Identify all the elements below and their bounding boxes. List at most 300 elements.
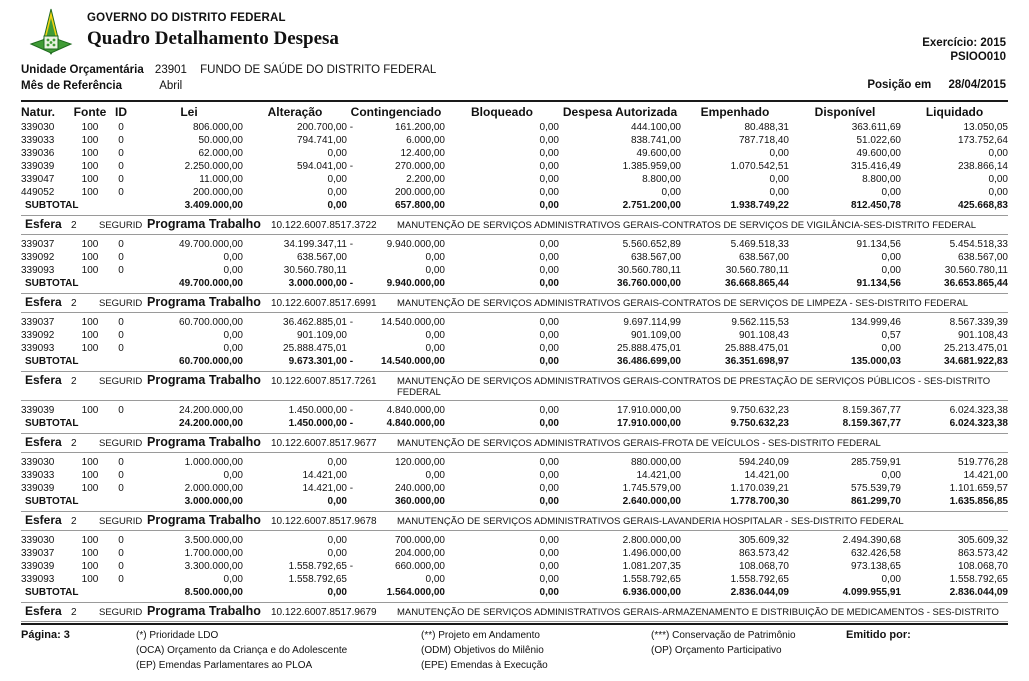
amount-value: 638.567,00 [738, 252, 789, 263]
esfera-label: Esfera [25, 217, 62, 231]
programa-code: 10.122.6007.8517.6991 [270, 298, 377, 309]
segurid-label: SEGURID [99, 220, 143, 231]
amount-value: 0,00 [223, 470, 243, 481]
amount-value: 0,00 [881, 470, 901, 481]
esfera-band [21, 511, 1008, 531]
natur-value: 339036 [21, 148, 55, 159]
amount-value: 0,00 [539, 548, 559, 559]
amount-value: 0,00 [327, 548, 347, 559]
amount-value: 0,00 [223, 574, 243, 585]
amount-value: 238.866,14 [957, 161, 1008, 172]
col-lei: Lei [180, 105, 198, 119]
amount-value: 0,57 [881, 330, 901, 341]
fonte-value: 100 [81, 317, 99, 328]
amount-value: 0,00 [539, 535, 559, 546]
amount-value: 0,00 [539, 330, 559, 341]
id-value: 0 [118, 135, 124, 146]
subtotal-value: 425.668,83 [957, 200, 1008, 211]
report-info [922, 36, 1006, 64]
amount-value: 0,00 [988, 148, 1008, 159]
natur-value: 449052 [21, 187, 55, 198]
amount-value: 1.101.659,57 [949, 483, 1008, 494]
amount-value: 0,00 [539, 161, 559, 172]
amount-value: 14.421,00 [302, 470, 347, 481]
amount-value: 14.540.000,00 [381, 317, 445, 328]
subtotal-label: SUBTOTAL [25, 418, 79, 429]
amount-value: 51.022,60 [856, 135, 901, 146]
amount-value: 14.421,00 [636, 470, 681, 481]
amount-value: 49.600,00 [636, 148, 681, 159]
id-value: 0 [118, 161, 124, 172]
amount-value: 1.385.959,00 [622, 161, 681, 172]
amount-value: 0,00 [539, 483, 559, 494]
col-bloqueado: Bloqueado [471, 105, 533, 119]
esfera-row [21, 430, 1008, 456]
table-row [21, 573, 1008, 586]
amount-value: 50.000,00 [198, 135, 243, 146]
mes-row [21, 78, 1008, 94]
subtotal-row [21, 417, 1008, 430]
subtotal-value: 0,00 [327, 587, 347, 598]
programa-code: 10.122.6007.8517.9678 [270, 516, 377, 527]
amount-value: 0,00 [425, 574, 445, 585]
amount-value: 0,00 [539, 561, 559, 572]
amount-value: 0,00 [539, 135, 559, 146]
amount-value: 0,00 [425, 330, 445, 341]
table-row [21, 342, 1008, 355]
subtotal-value: 0,00 [539, 418, 559, 429]
amount-value: 880.000,00 [630, 457, 681, 468]
subtotal-value: 135.000,03 [850, 356, 901, 367]
amount-value: 108.068,70 [738, 561, 789, 572]
subtotal-value: 36.486.699,00 [617, 356, 681, 367]
subtotal-value: 657.800,00 [394, 200, 445, 211]
amount-value: 2.250.000,00 [184, 161, 243, 172]
subtotal-value: 60.700.000,00 [179, 356, 243, 367]
amount-value: 1.558.792,65 [288, 574, 347, 585]
amount-value: 0,00 [539, 317, 559, 328]
subtotal-value: 9.940.000,00 [386, 278, 445, 289]
amount-value: 11.000,00 [199, 174, 243, 185]
gdf-crest-icon [29, 8, 73, 60]
programa-code: 10.122.6007.8517.7261 [270, 376, 377, 387]
subtotal-label: SUBTOTAL [25, 278, 79, 289]
fonte-value: 100 [81, 405, 99, 416]
amount-value: 594.240,09 [738, 457, 789, 468]
header-divider [21, 100, 1008, 102]
report-meta [21, 62, 1008, 98]
subtotal-value: 36.668.865,44 [725, 278, 789, 289]
exercicio-value: Exercício: 2015 [922, 37, 1006, 49]
amount-value: 8.800,00 [862, 174, 901, 185]
amount-value: 200.000,00 [192, 187, 243, 198]
subtotal-value: 861.299,70 [850, 496, 901, 507]
report-table-body [21, 121, 1008, 625]
page-number [21, 628, 136, 673]
report-footer [21, 621, 1008, 673]
amount-value: 3.500.000,00 [184, 535, 243, 546]
amount-value: 973.138,65 [850, 561, 901, 572]
amount-value: 638.567,00 [630, 252, 681, 263]
amount-value: 638.567,00 [957, 252, 1008, 263]
expense-table [21, 103, 1008, 625]
subtotal-value: 0,00 [539, 200, 559, 211]
subtotal-value: 3.000.000,00 [184, 496, 243, 507]
amount-value: 270.000,00 [394, 161, 445, 172]
amount-value: 1.450.000,00 - [288, 405, 354, 416]
subtotal-value: 36.760.000,00 [617, 278, 681, 289]
fonte-value: 100 [81, 239, 99, 250]
natur-value: 339037 [21, 548, 55, 559]
subtotal-label: SUBTOTAL [25, 496, 79, 507]
amount-value: 901.108,43 [738, 330, 789, 341]
natur-value: 339030 [21, 122, 55, 133]
amount-value: 91.134,56 [856, 239, 901, 250]
amount-value: 1.000.000,00 [184, 457, 243, 468]
id-value: 0 [118, 252, 124, 263]
amount-value: 700.000,00 [394, 535, 445, 546]
unidade-code: 23901 [154, 64, 187, 76]
subtotal-value: 6.024.323,38 [949, 418, 1008, 429]
amount-value: 34.199.347,11 - [283, 239, 354, 250]
amount-value: 173.752,64 [957, 135, 1008, 146]
programa-trabalho-label: Programa Trabalho [147, 217, 261, 231]
amount-value: 120.000,00 [394, 457, 445, 468]
amount-value: 0,00 [539, 574, 559, 585]
amount-value: 0,00 [327, 457, 347, 468]
amount-value: 14.421,00 - [302, 483, 354, 494]
mes-label: Mês de Referência [21, 80, 122, 92]
subtotal-row [21, 495, 1008, 508]
esfera-value: 2 [71, 376, 77, 387]
esfera-row [21, 212, 1008, 238]
col-id: ID [115, 105, 127, 119]
natur-value: 339092 [21, 252, 55, 263]
subtotal-value: 36.351.698,97 [725, 356, 789, 367]
subtotal-value: 2.640.000,00 [622, 496, 681, 507]
amount-value: 1.081.207,35 [622, 561, 681, 572]
fonte-value: 100 [81, 135, 99, 146]
amount-value: 5.560.652,89 [622, 239, 681, 250]
esfera-band [21, 293, 1008, 313]
amount-value: 108.068,70 [957, 561, 1008, 572]
esfera-label: Esfera [25, 295, 62, 309]
id-value: 0 [118, 457, 124, 468]
natur-value: 339037 [21, 239, 55, 250]
amount-value: 5.454.518,33 [949, 239, 1008, 250]
legend-item: (OCA) Orçamento da Criança e do Adolescente [136, 645, 348, 656]
esfera-label: Esfera [25, 513, 62, 527]
programa-code: 10.122.6007.8517.9677 [270, 438, 377, 449]
legend-column-1 [136, 628, 421, 673]
fonte-value: 100 [81, 174, 99, 185]
amount-value: 1.558.792,65 [949, 574, 1008, 585]
amount-value: 9.750.632,23 [730, 405, 789, 416]
subtotal-value: 0,00 [539, 496, 559, 507]
natur-value: 339093 [21, 574, 55, 585]
subtotal-label: SUBTOTAL [25, 356, 79, 367]
unidade-row [21, 62, 1008, 78]
subtotal-value: 812.450,78 [850, 200, 901, 211]
table-row [21, 456, 1008, 469]
subtotal-value: 0,00 [327, 496, 347, 507]
amount-value: 2.494.390,68 [842, 535, 901, 546]
amount-value: 0,00 [539, 265, 559, 276]
amount-value: 0,00 [425, 265, 445, 276]
amount-value: 838.741,00 [630, 135, 681, 146]
subtotal-value: 6.936.000,00 [622, 587, 681, 598]
amount-value: 0,00 [539, 457, 559, 468]
unidade-label: Unidade Orçamentária [21, 64, 144, 76]
fonte-value: 100 [81, 343, 99, 354]
esfera-cell [21, 368, 1008, 404]
amount-value: 0,00 [539, 470, 559, 481]
programa-trabalho-label: Programa Trabalho [147, 604, 261, 618]
amount-value: 594.041,00 - [296, 161, 354, 172]
subtotal-value: 360.000,00 [394, 496, 445, 507]
amount-value: 9.562.115,53 [731, 317, 789, 328]
id-value: 0 [118, 561, 124, 572]
amount-value: 62.000,00 [198, 148, 243, 159]
col-disponivel: Disponível [814, 105, 876, 119]
amount-value: 80.488,31 [744, 122, 789, 133]
amount-value: 0,00 [425, 470, 445, 481]
legend-column-2 [421, 628, 651, 673]
amount-value: 0,00 [539, 148, 559, 159]
amount-value: 575.539,79 [850, 483, 901, 494]
amount-value: 1.700.000,00 [184, 548, 243, 559]
amount-value: 2.000.000,00 [184, 483, 243, 494]
amount-value: 0,00 [327, 187, 347, 198]
table-row [21, 173, 1008, 186]
id-value: 0 [118, 265, 124, 276]
subtotal-value: 0,00 [539, 356, 559, 367]
amount-value: 0,00 [769, 174, 789, 185]
subtotal-value: 0,00 [539, 587, 559, 598]
amount-value: 49.600,00 [856, 148, 901, 159]
col-fonte: Fonte [73, 105, 107, 119]
amount-value: 0,00 [881, 187, 901, 198]
programa-code: 10.122.6007.8517.3722 [270, 220, 377, 231]
fonte-value: 100 [81, 561, 99, 572]
subtotal-value: 2.836.044,09 [949, 587, 1008, 598]
subtotal-row [21, 277, 1008, 290]
esfera-value: 2 [71, 298, 77, 309]
posicao-value: 28/04/2015 [948, 79, 1006, 91]
amount-value: 0,00 [539, 239, 559, 250]
subtotal-row [21, 355, 1008, 368]
subtotal-value: 1.778.700,30 [730, 496, 789, 507]
amount-value: 315.416,49 [850, 161, 901, 172]
subtotal-value: 4.840.000,00 [386, 418, 445, 429]
natur-value: 339039 [21, 483, 55, 494]
id-value: 0 [118, 548, 124, 559]
table-row [21, 121, 1008, 134]
subtotal-value: 2.751.200,00 [622, 200, 681, 211]
amount-value: 0,00 [881, 574, 901, 585]
id-value: 0 [118, 148, 124, 159]
programa-trabalho-label: Programa Trabalho [147, 295, 261, 309]
report-title: Quadro Detalhamento Despesa [87, 28, 339, 49]
natur-value: 339039 [21, 561, 55, 572]
amount-value: 638.567,00 [296, 252, 347, 263]
amount-value: 1.558.792,65 [622, 574, 681, 585]
segurid-label: SEGURID [99, 438, 143, 449]
table-row [21, 534, 1008, 547]
legend-column-3 [651, 628, 846, 673]
amount-value: 0,00 [539, 187, 559, 198]
col-natur: Natur. [21, 105, 56, 119]
amount-value: 632.426,58 [850, 548, 901, 559]
amount-value: 2.800.000,00 [622, 535, 681, 546]
amount-value: 0,00 [223, 330, 243, 341]
amount-value: 0,00 [881, 252, 901, 263]
subtotal-value: 91.134,56 [856, 278, 901, 289]
amount-value: 285.759,91 [850, 457, 901, 468]
amount-value: 25.888.475,01 [617, 343, 681, 354]
id-value: 0 [118, 174, 124, 185]
amount-value: 0,00 [327, 148, 347, 159]
amount-value: 0,00 [539, 174, 559, 185]
amount-value: 30.560.780,11 [944, 265, 1008, 276]
esfera-band [21, 215, 1008, 235]
fonte-value: 100 [81, 330, 99, 341]
id-value: 0 [118, 239, 124, 250]
subtotal-value: 4.099.955,91 [842, 587, 901, 598]
natur-value: 339047 [21, 174, 55, 185]
subtotal-value: 36.653.865,44 [944, 278, 1008, 289]
amount-value: 9.697.114,99 [623, 317, 681, 328]
footer-divider [21, 623, 1008, 625]
id-value: 0 [118, 470, 124, 481]
amount-value: 0,00 [881, 265, 901, 276]
id-value: 0 [118, 330, 124, 341]
footer-legend [21, 628, 1008, 673]
fonte-value: 100 [81, 161, 99, 172]
amount-value: 204.000,00 [394, 548, 445, 559]
esfera-label: Esfera [25, 373, 62, 387]
amount-value: 660.000,00 [394, 561, 445, 572]
subtotal-value: 3.409.000,00 [184, 200, 243, 211]
id-value: 0 [118, 122, 124, 133]
table-row [21, 547, 1008, 560]
esfera-cell [21, 290, 1008, 316]
subtotal-value: 9.750.632,23 [730, 418, 789, 429]
table-row [21, 251, 1008, 264]
amount-value: 0,00 [223, 252, 243, 263]
table-row [21, 469, 1008, 482]
subtotal-row [21, 199, 1008, 212]
id-value: 0 [118, 535, 124, 546]
subtotal-value: 2.836.044,09 [730, 587, 789, 598]
amount-value: 25.213.475,01 [944, 343, 1008, 354]
fonte-value: 100 [81, 122, 99, 133]
amount-value: 0,00 [881, 343, 901, 354]
amount-value: 1.558.792,65 - [288, 561, 354, 572]
posicao-label: Posição em [867, 79, 932, 91]
natur-value: 339092 [21, 330, 55, 341]
amount-value: 1.558.792,65 [730, 574, 789, 585]
natur-value: 339030 [21, 535, 55, 546]
amount-value: 1.745.579,00 [622, 483, 681, 494]
esfera-value: 2 [71, 438, 77, 449]
amount-value: 24.200.000,00 [179, 405, 243, 416]
segurid-label: SEGURID [99, 516, 143, 527]
amount-value: 240.000,00 [394, 483, 445, 494]
amount-value: 134.999,46 [850, 317, 901, 328]
amount-value: 863.573,42 [738, 548, 789, 559]
amount-value: 36.462.885,01 - [283, 317, 354, 328]
esfera-value: 2 [71, 220, 77, 231]
emitido-por-label: Emitido por: [846, 629, 911, 641]
subtotal-value: 1.938.749,22 [730, 200, 789, 211]
programa-descricao: MANUTENÇÃO DE SERVIÇOS ADMINISTRATIVOS GERAIS-CONTRATOS DE SERVIÇOS DE LIMPEZA - SES-DISTRITO FEDERAL [396, 298, 969, 309]
segurid-label: SEGURID [99, 376, 143, 387]
amount-value: 161.200,00 [394, 122, 445, 133]
legend-item: (EP) Emendas Parlamentares ao PLOA [136, 660, 313, 671]
id-value: 0 [118, 343, 124, 354]
government-name: GOVERNO DO DISTRITO FEDERAL [87, 12, 286, 24]
amount-value: 0,00 [223, 343, 243, 354]
natur-value: 339039 [21, 405, 55, 416]
amount-value: 1.070.542,51 [730, 161, 789, 172]
programa-trabalho-label: Programa Trabalho [147, 513, 261, 527]
page-value: 3 [63, 629, 70, 641]
amount-value: 0,00 [769, 187, 789, 198]
amount-value: 901.108,43 [957, 330, 1008, 341]
fonte-value: 100 [81, 483, 99, 494]
subtotal-label: SUBTOTAL [25, 200, 79, 211]
amount-value: 13.050,05 [963, 122, 1008, 133]
amount-value: 0,00 [425, 343, 445, 354]
programa-descricao: MANUTENÇÃO DE SERVIÇOS ADMINISTRATIVOS GERAIS-LAVANDERIA HOSPITALAR - SES-DISTRITO FEDERAL [396, 516, 904, 527]
amount-value: 14.421,00 [963, 470, 1008, 481]
fonte-value: 100 [81, 535, 99, 546]
programa-code: 10.122.6007.8517.9679 [270, 607, 377, 618]
amount-value: 30.560.780,11 [617, 265, 681, 276]
table-row [21, 316, 1008, 329]
amount-value: 0,00 [988, 187, 1008, 198]
col-liquidado: Liquidado [925, 105, 984, 119]
amount-value: 863.573,42 [957, 548, 1008, 559]
amount-value: 14.421,00 [744, 470, 789, 481]
subtotal-value: 49.700.000,00 [179, 278, 243, 289]
amount-value: 25.888.475,01 [725, 343, 789, 354]
amount-value: 2.200,00 [406, 174, 445, 185]
fonte-value: 100 [81, 265, 99, 276]
amount-value: 1.170.039,21 [730, 483, 789, 494]
amount-value: 305.609,32 [957, 535, 1008, 546]
natur-value: 339037 [21, 317, 55, 328]
esfera-row [21, 368, 1008, 404]
programa-descricao: MANUTENÇÃO DE SERVIÇOS ADMINISTRATIVOS GERAIS-CONTRATOS DE PRESTAÇÃO DE SERVIÇOS PÚBLICOS - SES-DISTRITO FEDERAL [396, 376, 991, 398]
col-empenhado: Empenhado [700, 105, 770, 119]
amount-value: 30.560.780,11 [283, 265, 347, 276]
programa-trabalho-label: Programa Trabalho [147, 435, 261, 449]
esfera-label: Esfera [25, 435, 62, 449]
table-row [21, 482, 1008, 495]
subtotal-row [21, 586, 1008, 599]
amount-value: 6.024.323,38 [949, 405, 1008, 416]
amount-value: 60.700.000,00 [179, 317, 243, 328]
amount-value: 0,00 [327, 174, 347, 185]
amount-value: 49.700.000,00 [179, 239, 243, 250]
segurid-label: SEGURID [99, 607, 143, 618]
segurid-label: SEGURID [99, 298, 143, 309]
page-label: Página: [21, 629, 61, 641]
table-row [21, 160, 1008, 173]
amount-value: 3.300.000,00 [184, 561, 243, 572]
